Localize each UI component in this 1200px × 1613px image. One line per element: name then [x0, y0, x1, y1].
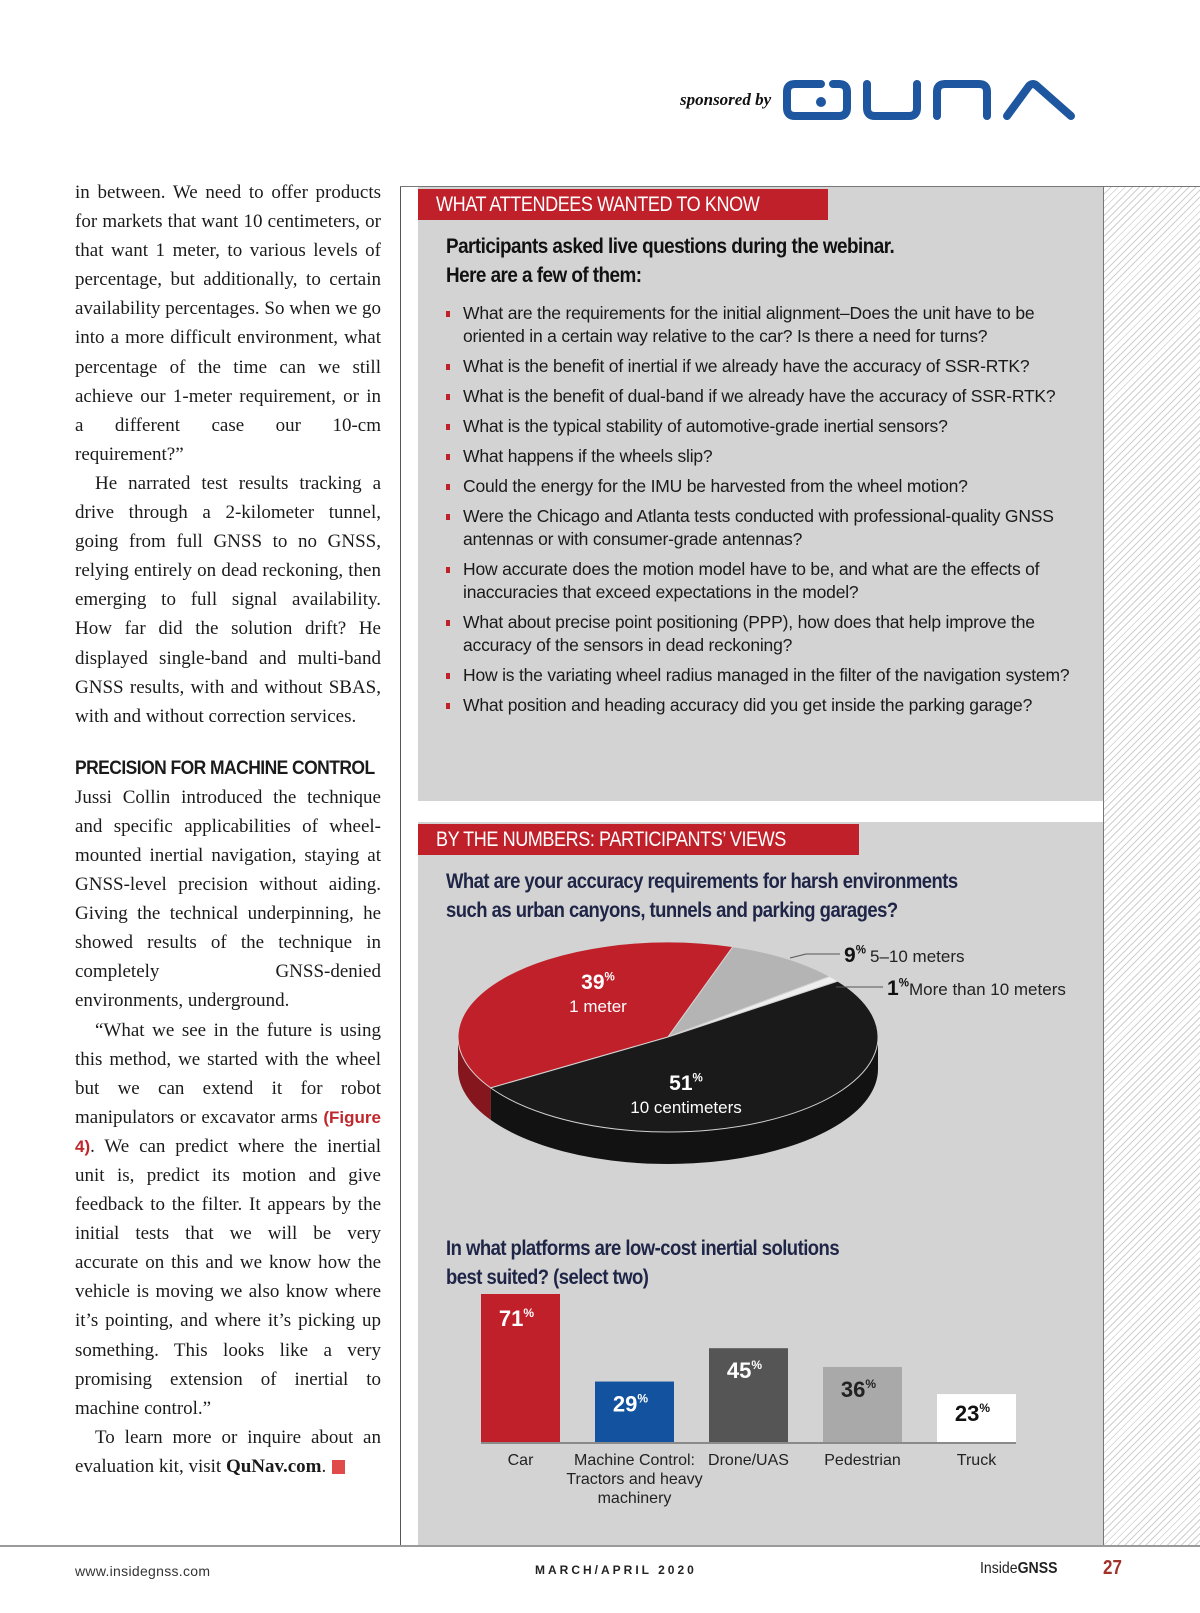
bar-chart	[418, 1292, 1103, 1542]
section-tag-label: WHAT ATTENDEES WANTED TO KNOW	[436, 193, 760, 216]
question-text: What are the requirements for the initial alignment–Does the unit have to be oriented in a certain way relative to the car? Is there a need for turns?	[463, 303, 1035, 346]
question-item	[446, 475, 1076, 498]
figure-reference-link[interactable]: (Figure 4)	[75, 1107, 381, 1156]
question-item	[446, 385, 1076, 408]
pie-chart-title	[446, 867, 958, 925]
closing-paragraph	[75, 1423, 381, 1481]
intro-line: Here are a few of them:	[446, 264, 642, 287]
bar-category-label: Truck	[956, 1452, 997, 1469]
bar-category-label: Drone/UAS	[708, 1452, 789, 1469]
bar-value-label: 29%	[612, 1391, 649, 1417]
question-item	[446, 445, 1076, 468]
bullet-icon	[446, 620, 450, 626]
question-text: Were the Chicago and Atlanta tests conducted with professional-quality GNSS antennas or with consumer-grade antennas?	[463, 506, 1054, 549]
question-text: What about precise point positioning (PPP), how does that help improve the accuracy of the sensors in dead reckoning?	[463, 612, 1035, 655]
question-item	[446, 505, 1076, 551]
question-text: What is the benefit of dual-band if we already have the accuracy of SSR-RTK?	[463, 386, 1056, 406]
article-quote-paragraph	[75, 1016, 381, 1423]
bullet-icon	[446, 703, 450, 709]
pie-category-label: More than 10 meters	[909, 980, 1066, 999]
question-item	[446, 415, 1076, 438]
end-of-article-icon: IG	[332, 1460, 345, 1474]
bullet-icon	[446, 454, 450, 460]
questions-intro	[446, 232, 894, 290]
bar-category-label: machinery	[597, 1490, 672, 1507]
section-heading: PRECISION FOR MACHINE CONTROL	[75, 757, 375, 779]
question-text: What is the benefit of inertial if we already have the accuracy of SSR-RTK?	[463, 356, 1030, 376]
pie-value-label: 51%	[669, 1072, 703, 1095]
bullet-icon	[446, 567, 450, 573]
brand-light: Inside	[980, 1560, 1018, 1577]
question-text: Could the energy for the IMU be harvested from the wheel motion?	[463, 476, 968, 496]
footer-issue-date: MARCH/APRIL 2020	[535, 1563, 697, 1577]
pie-chart	[418, 932, 1103, 1232]
intro-line: Participants asked live questions during the webinar.	[446, 235, 895, 258]
article-paragraph: Jussi Collin introduced the technique and specific applicabilities of wheel-mounted inertial navigation, staying at GNSS-level precision without aiding. Giving the technical underpinning, he showed results of the technique in completely GNSS-denied environments, underground.	[75, 786, 381, 1012]
closing-text: To learn more or inquire about an evaluation kit, visit	[75, 1426, 381, 1477]
question-text: How is the variating wheel radius managed in the filter of the navigation system?	[463, 665, 1070, 685]
pie-value-label: 39%	[581, 971, 615, 994]
question-item	[446, 611, 1076, 657]
bar-value-label: 36%	[840, 1376, 877, 1402]
question-item	[446, 694, 1076, 717]
bullet-icon	[446, 673, 450, 679]
article-paragraph: in between. We need to offer products for markets that want 10 centimeters, or that want 1 meter, to various levels of percentage, but additionally, to certain availability percentages. So when we go into a more difficult environment, what percentage of the time can we still achieve our 1-meter requirement, or in a different case our 10-cm requirement?”	[75, 182, 382, 465]
article-paragraph: He narrated test results tracking a drive through a 2-kilometer tunnel, going from full GNSS to no GNSS, relying entirely on dead reckoning, then emerging to full signal availability. How far did the solution drift? He displayed single-band and multi-band GNSS results, with and without SBAS, with and without correction services.	[75, 472, 381, 727]
bullet-icon	[446, 311, 450, 317]
question-text: What is the typical stability of automotive-grade inertial sensors?	[463, 416, 948, 436]
bottom-rule	[0, 1545, 1200, 1547]
section-tag-attendees	[418, 189, 828, 220]
bar-category-label: Machine Control:	[574, 1452, 695, 1469]
closing-period: .	[321, 1455, 327, 1477]
page-number: 27	[1103, 1557, 1122, 1579]
pie-category-label: 1 meter	[569, 997, 627, 1016]
bar-category-label: Car	[507, 1452, 534, 1469]
footer-website[interactable]: www.insidegnss.com	[75, 1563, 211, 1579]
quote-text: “What we see in the future is using this method, we started with the wheel but we can extend it for robot manipulators or excavator arms	[75, 1019, 381, 1128]
attendees-questions-box	[418, 187, 1103, 801]
qunav-website-link[interactable]: QuNav.com	[225, 1455, 322, 1477]
bullet-icon	[446, 424, 450, 430]
questions-list	[446, 302, 1076, 724]
question-item	[446, 355, 1076, 378]
bar-value-label: 71%	[498, 1306, 535, 1331]
brand-bold: GNSS	[1017, 1560, 1058, 1577]
sponsor-banner	[680, 78, 1081, 122]
bar-title-line: best suited? (select two)	[446, 1266, 649, 1289]
qunav-logo	[781, 78, 1081, 122]
bar-value-label: 23%	[954, 1401, 991, 1427]
bar-title-line: In what platforms are low-cost inertial solutions	[446, 1237, 840, 1260]
pie-category-label: 10 centimeters	[630, 1098, 742, 1117]
question-item	[446, 664, 1076, 687]
bar-value-label: 45%	[726, 1358, 763, 1384]
question-item	[446, 302, 1076, 348]
pie-title-line: such as urban canyons, tunnels and parking garages?	[446, 899, 898, 922]
question-text: How accurate does the motion model have to be, and what are the effects of inaccuracies that exceed expectations in the model?	[463, 559, 1040, 602]
bullet-icon	[446, 514, 450, 520]
bullet-icon	[446, 364, 450, 370]
section-tag-label: BY THE NUMBERS: PARTICIPANTS’ VIEWS	[436, 828, 786, 851]
question-text: What position and heading accuracy did you get inside the parking garage?	[463, 695, 1033, 715]
quote-text: . We can predict where the inertial unit is, predict its motion and give feedback to the filter. It appears by the initial tests that we will be very accurate on this and we know how the vehicle is moving we also know where it’s pointing, and where it’s picking up something. This looks like a very promising extension of inertial to machine control.”	[75, 1135, 381, 1419]
hatched-margin	[1103, 187, 1200, 1546]
article-column	[75, 178, 381, 1481]
bar-category-label: Pedestrian	[824, 1452, 901, 1469]
question-text: What happens if the wheels slip?	[463, 446, 713, 466]
bar-category-label: Tractors and heavy	[566, 1471, 703, 1488]
bar-chart-title	[446, 1234, 839, 1292]
pie-value-label: 1%	[887, 977, 909, 1000]
footer-brand	[980, 1560, 1057, 1578]
pie-value-label: 9%	[844, 944, 866, 967]
pie-leader-line	[790, 954, 806, 958]
question-item	[446, 558, 1076, 604]
section-tag-numbers	[418, 824, 859, 855]
bullet-icon	[446, 484, 450, 490]
column-divider	[400, 186, 401, 1546]
by-the-numbers-box	[418, 822, 1103, 1546]
bullet-icon	[446, 394, 450, 400]
pie-category-label: 5–10 meters	[870, 947, 965, 966]
pie-title-line: What are your accuracy requirements for harsh environments	[446, 870, 958, 893]
sponsor-label: sponsored by	[680, 90, 772, 109]
